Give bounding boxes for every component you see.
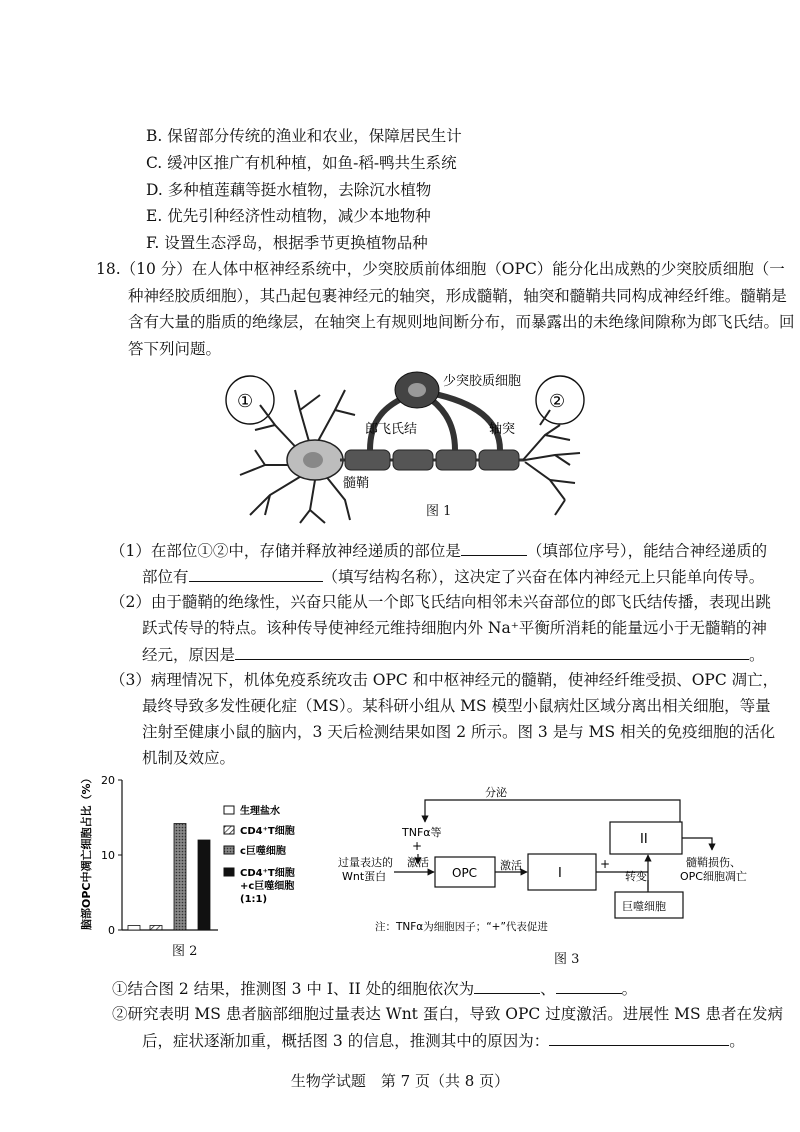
option-d: D. 多种植莲藕等挺水植物，去除沉水植物: [146, 181, 432, 199]
legend-swatch-4: [224, 868, 234, 876]
legend-label: (1:1): [240, 894, 268, 905]
legend-swatch-3: [224, 846, 234, 854]
bar-4: [198, 840, 210, 930]
sub2-line2: 跃式传导的特点。该种传导使神经元维持细胞内外 Na⁺平衡所消耗的能量远小于无髓鞘的神: [142, 619, 767, 637]
plus-1: +: [412, 839, 423, 853]
box2-effect-arrow: [682, 838, 712, 850]
label-overexpress: 过量表达的: [338, 856, 393, 869]
legend-label: +c巨噬细胞: [240, 881, 295, 892]
plus-2: +: [600, 857, 611, 871]
option-e: E. 优先引种经济性动植物，减少本地物种: [146, 207, 431, 225]
oligodendrocyte-nucleus: [408, 383, 426, 397]
label-activate-1: 激活: [407, 856, 429, 869]
sub1-line2: 部位有 （填写结构名称），这决定了兴奋在体内神经元上只能单向传导。: [142, 568, 765, 586]
sub3-line1: （3）病理情况下，机体免疫系统攻击 OPC 和中枢神经元的髓鞘，使神经纤维受损、OPC 凋亡，: [110, 671, 779, 689]
label-activate-2: 激活: [500, 859, 522, 872]
myelin-segment-1: [345, 450, 390, 470]
myelin-segment-3: [436, 450, 476, 470]
bar-2: [150, 926, 162, 931]
label-tnfa: TNFα等: [402, 826, 442, 839]
q18-stem-4: 答下列问题。: [128, 340, 222, 358]
y-tick-label: 0: [108, 924, 115, 937]
label-wnt: Wnt蛋白: [342, 870, 387, 883]
sub2-line1: （2）由于髓鞘的绝缘性，兴奋只能从一个郎飞氏结向相邻未兴奋部位的郎飞氏结传播，表现出跳: [110, 593, 771, 611]
tail-q1: ①结合图 2 结果，推测图 3 中 I、II 处的细胞依次为 、 。: [112, 980, 638, 998]
option-b: B. 保留部分传统的渔业和农业，保障居民生计: [146, 127, 462, 145]
sub3-line3: 注射至健康小鼠的脑内，3 天后检测结果如图 2 所示。图 3 是与 MS 相关的免疫细胞的活化: [142, 723, 776, 741]
legend-swatch-2: [224, 826, 234, 834]
label-secrete: 分泌: [485, 786, 507, 799]
label-transform: 转变: [625, 870, 647, 883]
figure-1-caption: 图 1: [426, 504, 452, 519]
sub3-line2: 最终导致多发性硬化症（MS）。某科研小组从 MS 模型小鼠病灶区域分离出相关细胞，等量: [142, 697, 771, 715]
sub2-line3: 经元，原因是 。: [142, 646, 765, 664]
y-tick-label: 10: [101, 849, 115, 862]
sub3-line4: 机制及效应。: [142, 749, 236, 767]
figure-1-neuron-diagram: [225, 365, 605, 525]
effect-line1: 髓鞘损伤、: [686, 856, 741, 869]
label-node-of-ranvier: 郎飞氏结: [365, 422, 418, 437]
page-footer: 生物学试题 第 7 页（共 8 页）: [290, 1072, 510, 1090]
effect-line2: OPC细胞凋亡: [680, 870, 747, 883]
option-c: C. 缓冲区推广有机种植，如鱼-稻-鸭共生系统: [146, 154, 457, 172]
tail-q2-line1: ②研究表明 MS 患者脑部细胞过量表达 Wnt 蛋白，导致 OPC 过度激活。进展性 MS 患者在发病: [112, 1005, 784, 1023]
tail-q2-line2: 后，症状逐渐加重，概括图 3 的信息，推测其中的原因为： 。: [142, 1032, 745, 1050]
myelin-segment-4: [479, 450, 519, 470]
label-oligodendrocyte: 少突胶质细胞: [443, 374, 522, 389]
y-tick-label: 20: [101, 774, 115, 787]
axon-terminals: [523, 410, 580, 515]
site-2-label: ②: [549, 391, 566, 412]
box-2-label: II: [640, 832, 648, 847]
option-f: F. 设置生态浮岛，根据季节更换植物品种: [146, 234, 428, 252]
figure-2-caption: 图 2: [172, 944, 198, 959]
opc-label: OPC: [452, 866, 478, 880]
q18-stem-1: 18.（10 分）在人体中枢神经系统中，少突胶质前体细胞（OPC）能分化出成熟的少突胶质细胞（一: [96, 260, 785, 278]
sub1-line1: （1）在部位①②中，存储并释放神经递质的部位是 （填部位序号），能结合神经递质的: [110, 542, 768, 560]
legend-label: CD4⁺T细胞: [240, 868, 295, 879]
legend-label: c巨噬细胞: [240, 846, 286, 857]
macrophage-label: 巨噬细胞: [622, 900, 666, 913]
legend-label: CD4⁺T细胞: [240, 826, 295, 837]
figure-3-diagram: [330, 782, 770, 942]
legend-swatch-1: [224, 806, 234, 814]
figure-2-chart: [70, 772, 310, 942]
q18-stem-3: 含有大量的脂质的绝缘层，在轴突上有规则地间断分布，而暴露出的未绝缘间隙称为郎飞氏结。回: [128, 313, 795, 331]
figure-3-note: 注：TNFα为细胞因子；“+”代表促进: [375, 921, 548, 933]
site-1-label: ①: [237, 391, 254, 412]
box-1: [528, 854, 596, 890]
bar-3: [174, 824, 186, 931]
nucleus: [303, 452, 323, 468]
box-1-label: I: [558, 866, 562, 881]
chart-ylabel: 脑部OPC中凋亡细胞占比（%）: [80, 772, 93, 930]
myelin-segment-2: [393, 450, 433, 470]
label-axon: 轴突: [489, 422, 516, 437]
label-myelin: 髓鞘: [343, 476, 370, 491]
q18-stem-2: 种神经胶质细胞），其凸起包裹神经元的轴突，形成髓鞘，轴突和髓鞘共同构成神经纤维。髓鞘是: [128, 287, 787, 305]
legend-label: 生理盐水: [240, 806, 280, 817]
bar-1: [128, 926, 140, 931]
figure-3-caption: 图 3: [554, 952, 580, 967]
